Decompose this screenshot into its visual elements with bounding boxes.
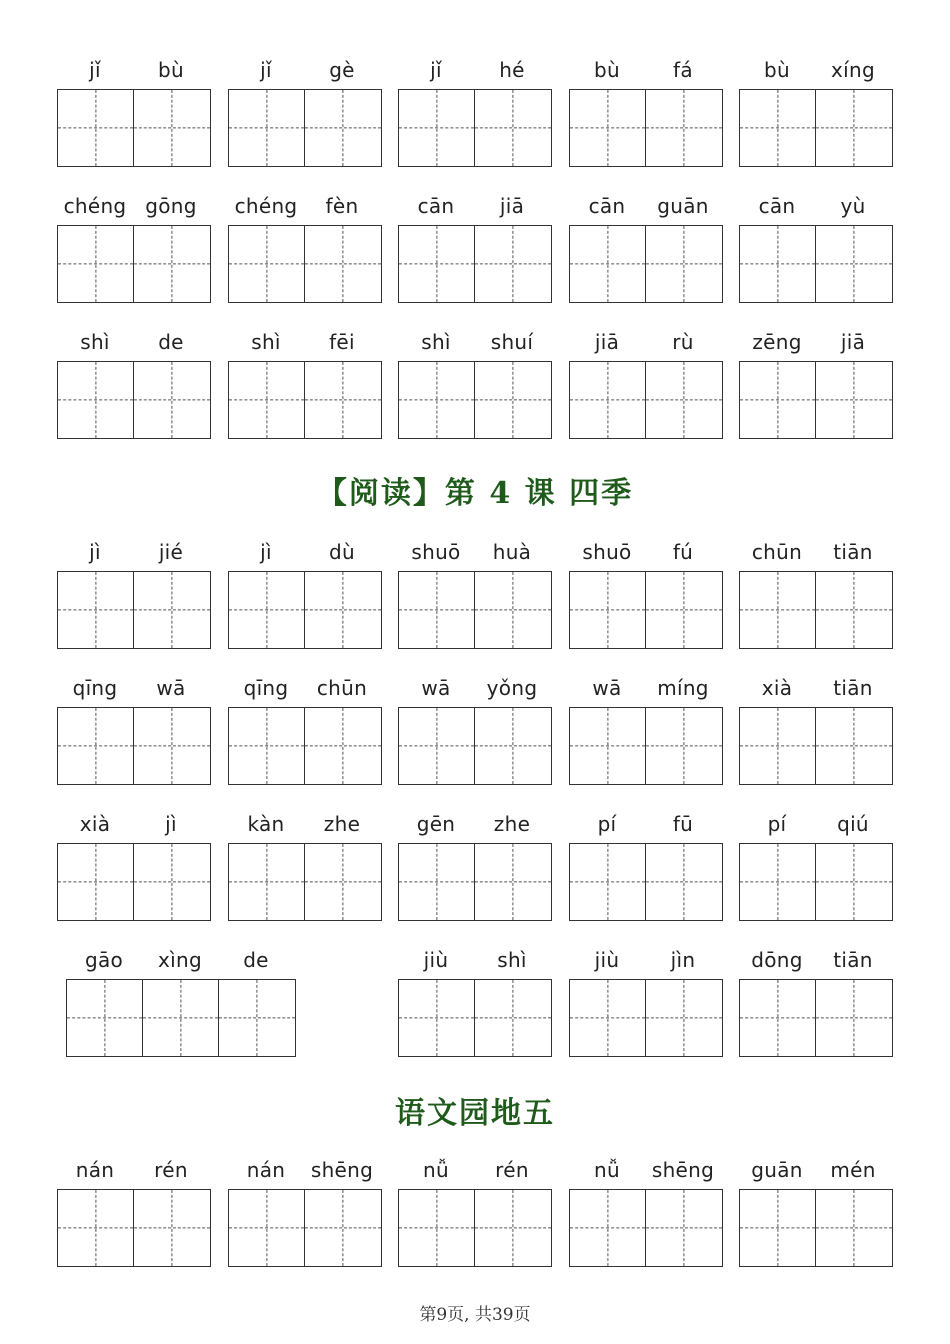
character-writing-box[interactable] (399, 844, 475, 920)
character-writing-box[interactable] (229, 1190, 305, 1266)
pinyin-label: shì (421, 330, 451, 354)
tianzige-grid (57, 1189, 211, 1267)
character-writing-box[interactable] (570, 226, 646, 302)
pinyin-label: gōng (145, 194, 197, 218)
character-writing-box[interactable] (475, 226, 551, 302)
pinyin-label: jǐ (89, 58, 101, 82)
tianzige-grid (57, 707, 211, 785)
character-writing-box[interactable] (305, 362, 381, 438)
pinyin-label: jìn (670, 948, 696, 972)
pinyin-label: jǐ (430, 58, 442, 82)
character-writing-box[interactable] (475, 362, 551, 438)
tianzige-grid (398, 707, 552, 785)
word-writing-group (569, 673, 721, 785)
character-writing-box[interactable] (399, 226, 475, 302)
character-writing-box[interactable] (570, 1190, 646, 1266)
character-writing-box[interactable] (134, 844, 210, 920)
pinyin-label: xià (761, 676, 793, 700)
character-writing-box[interactable] (134, 708, 210, 784)
pinyin-label: chéng (63, 194, 127, 218)
word-writing-group (228, 537, 380, 649)
tianzige-grid (228, 707, 382, 785)
word-writing-group (739, 1155, 891, 1267)
pinyin-label: yǒng (486, 676, 538, 700)
pinyin-label: jiā (594, 330, 620, 354)
pinyin-label: chūn (316, 676, 368, 700)
tianzige-grid (57, 843, 211, 921)
character-writing-box[interactable] (305, 572, 381, 648)
tianzige-grid (569, 89, 723, 167)
word-writing-group (398, 945, 550, 1057)
character-writing-box[interactable] (816, 708, 892, 784)
word-writing-group (398, 1155, 550, 1267)
character-writing-box[interactable] (229, 362, 305, 438)
pinyin-label: dù (329, 540, 355, 564)
pinyin-label: nán (75, 1158, 115, 1182)
word-writing-group (228, 55, 380, 167)
pinyin-label: hé (499, 58, 525, 82)
character-writing-box[interactable] (816, 980, 892, 1056)
character-writing-box[interactable] (399, 362, 475, 438)
word-writing-group (739, 55, 891, 167)
pinyin-label: cān (758, 194, 796, 218)
character-writing-box[interactable] (646, 226, 722, 302)
pinyin-label: zēng (752, 330, 802, 354)
pinyin-label: rén (154, 1158, 188, 1182)
word-writing-group (57, 1155, 209, 1267)
tianzige-grid (57, 89, 211, 167)
pinyin-label: tiān (833, 540, 873, 564)
tianzige-grid (739, 225, 893, 303)
pinyin-label: shuō (411, 540, 461, 564)
character-writing-box[interactable] (646, 362, 722, 438)
character-writing-box[interactable] (58, 844, 134, 920)
pinyin-label: zhe (493, 812, 531, 836)
pinyin-label: nán (246, 1158, 286, 1182)
word-writing-group (569, 945, 721, 1057)
character-writing-box[interactable] (305, 844, 381, 920)
character-writing-box[interactable] (219, 980, 295, 1056)
pinyin-label: jì (89, 540, 101, 564)
character-writing-box[interactable] (143, 980, 219, 1056)
tianzige-grid (739, 707, 893, 785)
word-writing-group (569, 809, 721, 921)
word-writing-group (739, 945, 891, 1057)
character-writing-box[interactable] (229, 226, 305, 302)
character-writing-box[interactable] (475, 708, 551, 784)
character-writing-box[interactable] (305, 1190, 381, 1266)
character-writing-box[interactable] (305, 708, 381, 784)
word-writing-group (228, 1155, 380, 1267)
tianzige-grid (228, 361, 382, 439)
character-writing-box[interactable] (816, 362, 892, 438)
tianzige-grid (228, 89, 382, 167)
tianzige-grid (739, 89, 893, 167)
character-writing-box[interactable] (646, 844, 722, 920)
word-writing-group (57, 673, 209, 785)
pinyin-label: jié (158, 540, 184, 564)
character-writing-box[interactable] (229, 572, 305, 648)
pinyin-label: guān (657, 194, 709, 218)
word-writing-group (569, 191, 721, 303)
pinyin-label: gè (329, 58, 355, 82)
tianzige-grid (739, 571, 893, 649)
character-writing-box[interactable] (399, 1190, 475, 1266)
word-writing-group (739, 327, 891, 439)
tianzige-grid (398, 89, 552, 167)
word-writing-group (228, 327, 380, 439)
tianzige-grid (739, 1189, 893, 1267)
character-writing-box[interactable] (134, 1190, 210, 1266)
pinyin-label: qīng (243, 676, 289, 700)
tianzige-grid (228, 571, 382, 649)
word-writing-group (228, 191, 380, 303)
tianzige-grid (66, 979, 296, 1057)
pinyin-label: dōng (751, 948, 803, 972)
pinyin-label: shì (251, 330, 281, 354)
character-writing-box[interactable] (740, 980, 816, 1056)
character-writing-box[interactable] (305, 90, 381, 166)
tianzige-grid (228, 843, 382, 921)
tianzige-grid (398, 225, 552, 303)
pinyin-label: chūn (751, 540, 803, 564)
pinyin-label: guān (751, 1158, 803, 1182)
pinyin-label: fú (672, 540, 694, 564)
word-writing-group (228, 673, 380, 785)
character-writing-box[interactable] (816, 1190, 892, 1266)
character-writing-box[interactable] (646, 708, 722, 784)
character-writing-box[interactable] (816, 572, 892, 648)
character-writing-box[interactable] (816, 226, 892, 302)
character-writing-box[interactable] (134, 572, 210, 648)
word-writing-group (228, 809, 380, 921)
character-writing-box[interactable] (740, 90, 816, 166)
pinyin-label: shuō (582, 540, 632, 564)
character-writing-box[interactable] (816, 90, 892, 166)
pinyin-label: xìng (158, 948, 202, 972)
word-writing-group (57, 809, 209, 921)
character-writing-box[interactable] (570, 572, 646, 648)
character-writing-box[interactable] (399, 980, 475, 1056)
pinyin-label: qīng (72, 676, 118, 700)
section-heading: 【阅读】第 4 课 四季 (316, 476, 634, 511)
pinyin-label: nǚ (423, 1158, 449, 1182)
pinyin-label: chéng (234, 194, 298, 218)
character-writing-box[interactable] (58, 90, 134, 166)
pinyin-label: fū (672, 812, 694, 836)
page-footer: 第9页, 共39页 (419, 1305, 531, 1325)
word-writing-group (739, 673, 891, 785)
character-writing-box[interactable] (475, 572, 551, 648)
tianzige-grid (739, 361, 893, 439)
word-writing-group (398, 537, 550, 649)
pinyin-label: fèn (325, 194, 359, 218)
word-writing-group (398, 55, 550, 167)
pinyin-label: míng (657, 676, 709, 700)
character-writing-box[interactable] (58, 1190, 134, 1266)
word-writing-group (398, 809, 550, 921)
character-writing-box[interactable] (134, 90, 210, 166)
word-writing-group (739, 537, 891, 649)
word-writing-group (398, 673, 550, 785)
word-writing-group (57, 55, 209, 167)
pinyin-label: shēng (310, 1158, 374, 1182)
word-writing-group (739, 191, 891, 303)
tianzige-grid (398, 843, 552, 921)
word-writing-group (398, 327, 550, 439)
pinyin-label: cān (588, 194, 626, 218)
pinyin-label: bù (764, 58, 790, 82)
section-heading: 语文园地五 (395, 1096, 555, 1131)
pinyin-label: tiān (833, 676, 873, 700)
pinyin-label: rù (672, 330, 694, 354)
character-writing-box[interactable] (58, 226, 134, 302)
pinyin-label: zhe (323, 812, 361, 836)
tianzige-grid (57, 571, 211, 649)
pinyin-label: cān (417, 194, 455, 218)
character-writing-box[interactable] (229, 90, 305, 166)
character-writing-box[interactable] (58, 708, 134, 784)
character-writing-box[interactable] (570, 844, 646, 920)
pinyin-label: nǚ (594, 1158, 620, 1182)
character-writing-box[interactable] (58, 572, 134, 648)
pinyin-label: jì (260, 540, 272, 564)
word-writing-group (569, 327, 721, 439)
pinyin-label: fēi (329, 330, 355, 354)
pinyin-label: bù (594, 58, 620, 82)
pinyin-label: rén (495, 1158, 529, 1182)
pinyin-label: jiù (423, 948, 449, 972)
character-writing-box[interactable] (646, 90, 722, 166)
tianzige-grid (398, 361, 552, 439)
character-writing-box[interactable] (399, 708, 475, 784)
word-writing-group (569, 1155, 721, 1267)
character-writing-box[interactable] (134, 362, 210, 438)
tianzige-grid (569, 1189, 723, 1267)
tianzige-grid (569, 979, 723, 1057)
pinyin-label: wā (592, 676, 622, 700)
pinyin-label: gēn (416, 812, 456, 836)
character-writing-box[interactable] (570, 90, 646, 166)
character-writing-box[interactable] (134, 226, 210, 302)
word-writing-group (398, 191, 550, 303)
character-writing-box[interactable] (740, 708, 816, 784)
character-writing-box[interactable] (229, 844, 305, 920)
word-writing-group (569, 537, 721, 649)
pinyin-label: bù (158, 58, 184, 82)
tianzige-grid (739, 843, 893, 921)
tianzige-grid (398, 1189, 552, 1267)
character-writing-box[interactable] (475, 1190, 551, 1266)
pinyin-label: jì (165, 812, 177, 836)
pinyin-label: jiā (499, 194, 525, 218)
character-writing-box[interactable] (740, 226, 816, 302)
character-writing-box[interactable] (740, 572, 816, 648)
character-writing-box[interactable] (67, 980, 143, 1056)
pinyin-label: shēng (651, 1158, 715, 1182)
pinyin-label: shì (497, 948, 527, 972)
pinyin-label: shì (80, 330, 110, 354)
character-writing-box[interactable] (646, 980, 722, 1056)
tianzige-grid (228, 225, 382, 303)
character-writing-box[interactable] (740, 362, 816, 438)
pinyin-label: de (158, 330, 184, 354)
pinyin-label: jiù (594, 948, 620, 972)
character-writing-box[interactable] (570, 708, 646, 784)
word-writing-group (57, 327, 209, 439)
character-writing-box[interactable] (305, 226, 381, 302)
pinyin-label: xià (79, 812, 111, 836)
pinyin-label: tiān (833, 948, 873, 972)
character-writing-box[interactable] (475, 980, 551, 1056)
tianzige-grid (569, 843, 723, 921)
character-writing-box[interactable] (399, 90, 475, 166)
tianzige-grid (57, 361, 211, 439)
tianzige-grid (398, 979, 552, 1057)
tianzige-grid (739, 979, 893, 1057)
character-writing-box[interactable] (58, 362, 134, 438)
word-writing-group (57, 537, 209, 649)
word-writing-group (57, 191, 209, 303)
pinyin-label: mén (830, 1158, 876, 1182)
pinyin-label: yù (840, 194, 866, 218)
pinyin-label: qiú (837, 812, 869, 836)
pinyin-label: jiā (840, 330, 866, 354)
pinyin-label: fá (673, 58, 693, 82)
pinyin-label: de (243, 948, 269, 972)
word-writing-group (569, 55, 721, 167)
pinyin-label: pí (767, 812, 787, 836)
tianzige-grid (569, 571, 723, 649)
character-writing-box[interactable] (740, 844, 816, 920)
character-writing-box[interactable] (570, 980, 646, 1056)
character-writing-box[interactable] (646, 1190, 722, 1266)
tianzige-grid (569, 225, 723, 303)
tianzige-grid (57, 225, 211, 303)
pinyin-label: pí (597, 812, 617, 836)
pinyin-label: jǐ (260, 58, 272, 82)
pinyin-label: wā (421, 676, 451, 700)
character-writing-box[interactable] (646, 572, 722, 648)
pinyin-label: kàn (247, 812, 285, 836)
pinyin-label: huà (492, 540, 532, 564)
tianzige-grid (569, 361, 723, 439)
tianzige-grid (228, 1189, 382, 1267)
tianzige-grid (569, 707, 723, 785)
character-writing-box[interactable] (816, 844, 892, 920)
tianzige-grid (398, 571, 552, 649)
word-writing-group (739, 809, 891, 921)
word-writing-group (66, 945, 294, 1057)
character-writing-box[interactable] (740, 1190, 816, 1266)
character-writing-box[interactable] (399, 572, 475, 648)
character-writing-box[interactable] (475, 90, 551, 166)
pinyin-label: gāo (84, 948, 124, 972)
pinyin-label: xíng (831, 58, 875, 82)
pinyin-label: wā (156, 676, 186, 700)
character-writing-box[interactable] (570, 362, 646, 438)
pinyin-label: shuí (490, 330, 534, 354)
character-writing-box[interactable] (229, 708, 305, 784)
character-writing-box[interactable] (475, 844, 551, 920)
